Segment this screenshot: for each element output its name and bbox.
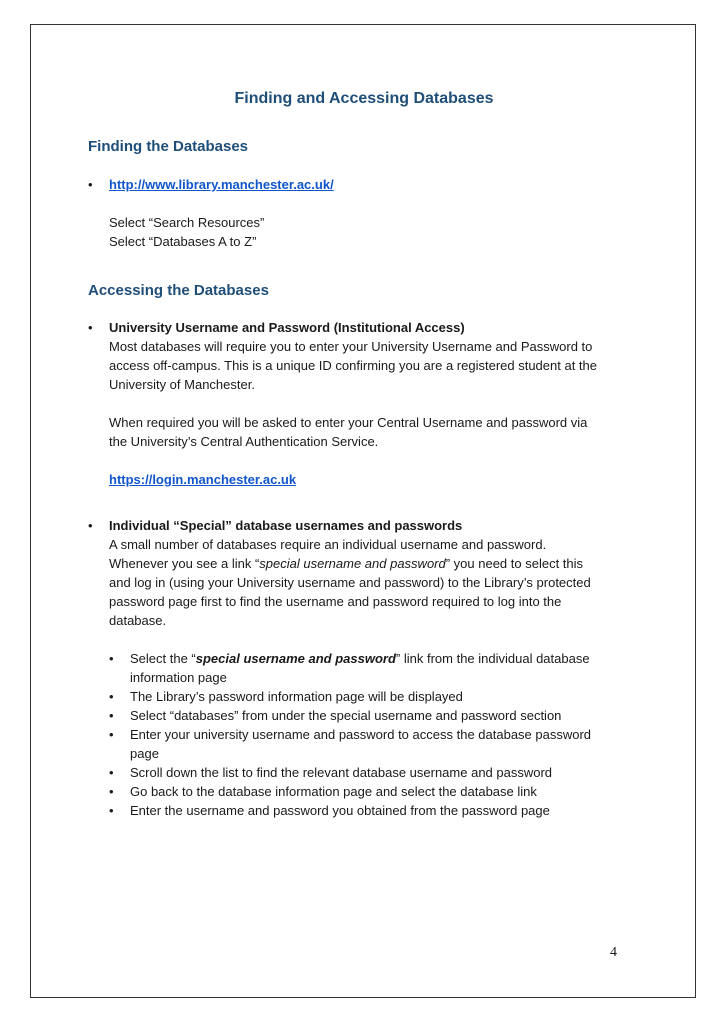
special-line: A small number of databases require an individual username and password. [109,537,547,552]
bullet-icon: • [109,689,114,704]
list-item [109,706,633,725]
central-line: When required you will be asked to enter your Central Username and password via [109,415,588,430]
bullet-icon: • [88,320,93,335]
list-item [109,649,633,687]
list-item [109,801,633,820]
step-text: Go back to the database information page and select the database link [130,784,537,799]
bullet-icon: • [109,784,114,799]
bullet-icon: • [109,708,114,723]
step-continuation: information page [130,670,227,685]
step-text: Enter your university username and password to access the database password [130,727,592,742]
bullet-icon: • [109,803,114,818]
bullet-icon: • [88,177,93,192]
list-item [109,725,633,763]
special-line: password page first to find the username and password required to log into the [109,594,562,609]
step-text: Select “databases” from under the special username and password section [130,708,562,723]
step-emphasis: special username and password [195,651,396,666]
special-line-emphasis: special username and password [259,556,446,571]
list-item [109,782,633,801]
page-border [30,24,696,998]
finding-step-2: Select “Databases A to Z” [109,234,257,249]
special-line-post: ” you need to select this [445,556,584,571]
institutional-bullet-block [88,318,633,489]
document-title: Finding and Accessing Databases [234,90,494,107]
special-title: Individual “Special” database usernames and passwords [109,518,463,533]
bullet-icon: • [109,727,114,742]
special-bullet-block [88,516,633,820]
step-text: Scroll down the list to find the relevant database username and password [130,765,553,780]
step-pre: Select the “ [130,651,196,666]
step-text: Enter the username and password you obtained from the password page [130,803,550,818]
list-item [109,687,633,706]
accessing-heading: Accessing the Databases [88,282,269,299]
page-number: 4 [610,945,617,960]
finding-heading: Finding the Databases [88,138,249,155]
special-line: database. [109,613,167,628]
step-post: ” link from the individual database [395,651,590,666]
step-continuation: page [130,746,159,761]
bullet-icon: • [109,765,114,780]
bullet-icon: • [109,651,114,666]
institutional-line: Most databases will require you to enter your University Username and Password to [109,339,593,354]
login-link[interactable]: https://login.manchester.ac.uk [109,472,297,487]
institutional-line: University of Manchester. [109,377,255,392]
library-link[interactable]: http://www.library.manchester.ac.uk/ [109,177,334,192]
special-line-pre: Whenever you see a link “ [109,556,260,571]
special-steps-list [109,649,633,820]
institutional-title: University Username and Password (Institutional Access) [109,320,465,335]
special-line: and log in (using your University username and password) to the Library’s protected [109,575,591,590]
step-text: The Library’s password information page will be displayed [130,689,463,704]
central-line: the University’s Central Authentication Service. [109,434,379,449]
finding-bullet-block [88,175,633,251]
institutional-line: access off-campus. This is a unique ID confirming you are a registered student at the [109,358,597,373]
finding-step-1: Select “Search Resources” [109,215,265,230]
bullet-icon: • [88,518,93,533]
list-item [109,763,633,782]
special-line [109,554,633,573]
